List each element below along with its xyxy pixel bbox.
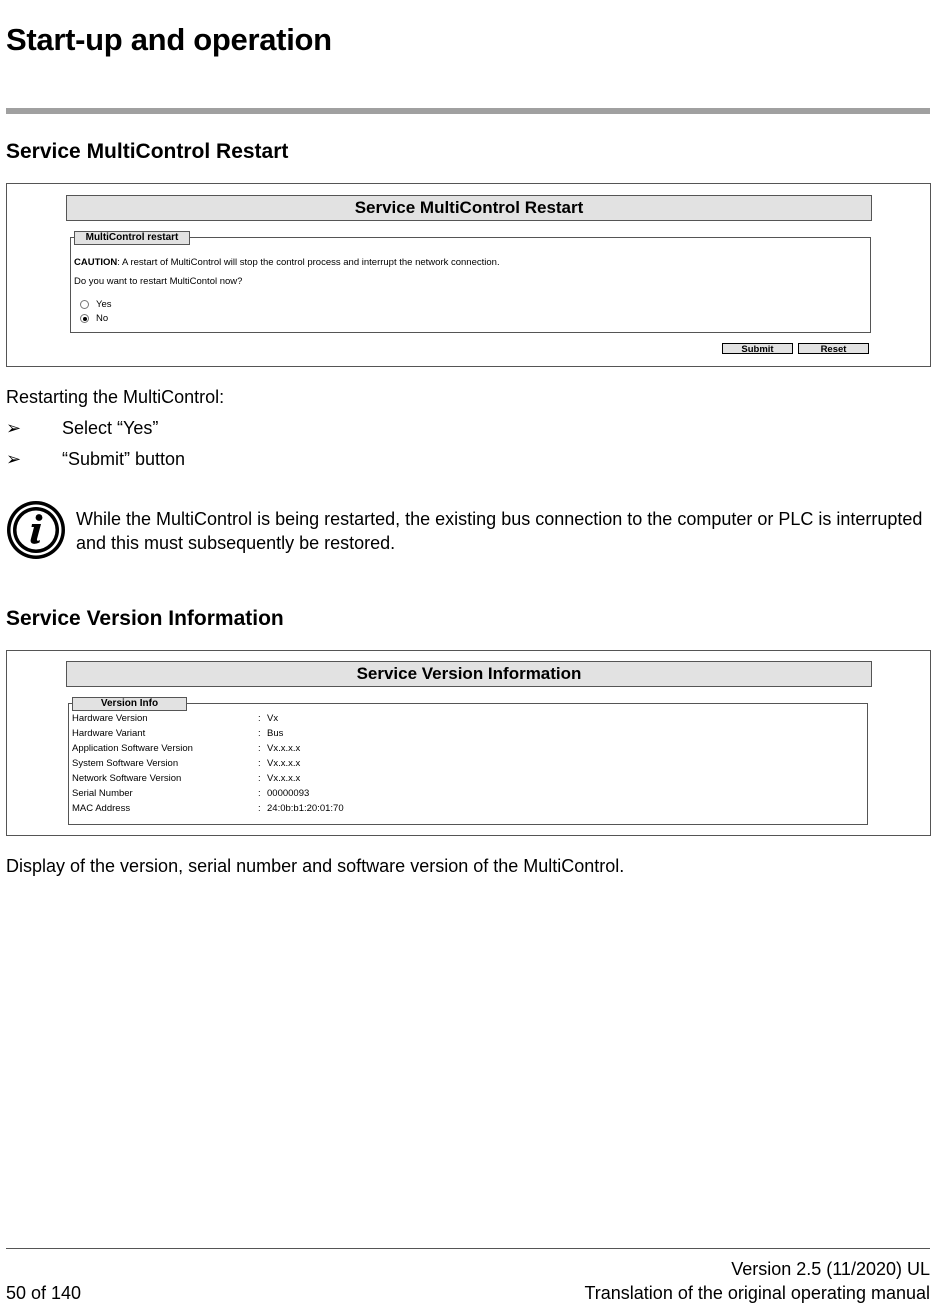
restart-question: Do you want to restart MultiContol now?: [74, 276, 243, 287]
page-title: Start-up and operation: [6, 22, 332, 57]
version-row: [72, 786, 852, 801]
version-row-value: 00000093: [267, 788, 310, 799]
version-section-heading: Service Version Information: [6, 607, 284, 630]
footer-translation-note: Translation of the original operating manual: [584, 1283, 930, 1303]
version-row: [72, 771, 852, 786]
version-row: [72, 726, 852, 741]
caution-label: CAUTION: [74, 257, 118, 268]
version-row-separator: :: [258, 743, 261, 754]
instructions-intro: Restarting the MultiControl:: [6, 387, 225, 407]
radio-yes-label: Yes: [96, 299, 112, 310]
version-row-value: Vx: [267, 713, 279, 724]
version-row: [72, 711, 852, 726]
radio-no[interactable]: [80, 313, 108, 324]
version-row-separator: :: [258, 713, 261, 724]
restart-screenshot-frame: [6, 183, 931, 367]
version-fieldset: [68, 698, 868, 825]
version-row: [72, 741, 852, 756]
caution-message: [74, 257, 500, 268]
radio-yes-circle[interactable]: [80, 300, 89, 309]
version-row-separator: :: [258, 773, 261, 784]
bullet-arrow-icon: ➢: [6, 418, 22, 438]
version-row: [72, 756, 852, 771]
instruction-step: Select “Yes”: [62, 418, 159, 438]
version-row-separator: :: [258, 758, 261, 769]
version-description: Display of the version, serial number and software version of the MultiControl.: [6, 856, 625, 876]
info-icon: [6, 500, 66, 560]
submit-button[interactable]: Submit: [722, 343, 793, 354]
version-row-separator: :: [258, 728, 261, 739]
note-text: While the MultiControl is being restarted, the existing bus connection to the computer or PLC is interrupted and this must subsequently be restored.: [76, 509, 923, 553]
version-row-key: Network Software Version: [72, 773, 182, 784]
version-row-key: Serial Number: [72, 788, 133, 799]
version-row-value: Vx.x.x.x: [267, 743, 301, 754]
footer-divider: [6, 1248, 930, 1249]
version-row-key: Application Software Version: [72, 743, 193, 754]
version-row-value: Bus: [267, 728, 284, 739]
version-row-key: Hardware Version: [72, 713, 148, 724]
bullet-arrow-icon: ➢: [6, 449, 22, 469]
version-panel-header: Service Version Information: [66, 661, 872, 687]
restart-fieldset-legend: MultiControl restart: [74, 231, 190, 245]
title-divider: [6, 108, 930, 114]
restart-section-heading: Service MultiControl Restart: [6, 140, 289, 163]
instruction-step: “Submit” button: [62, 449, 186, 469]
reset-button[interactable]: Reset: [798, 343, 869, 354]
version-row-separator: :: [258, 803, 261, 814]
version-row-value: Vx.x.x.x: [267, 773, 301, 784]
restart-panel-header: Service MultiControl Restart: [66, 195, 872, 221]
radio-no-circle[interactable]: [80, 314, 89, 323]
footer-version: Version 2.5 (11/2020) UL: [731, 1259, 930, 1279]
version-row-key: System Software Version: [72, 758, 179, 769]
version-screenshot-frame: [6, 650, 931, 836]
version-row-value: Vx.x.x.x: [267, 758, 301, 769]
radio-yes[interactable]: [80, 299, 112, 310]
caution-text: : A restart of MultiControl will stop the control process and interrupt the network connection.: [117, 257, 500, 268]
version-fieldset-legend: Version Info: [72, 697, 187, 711]
restart-fieldset: [70, 232, 871, 333]
version-row-separator: :: [258, 788, 261, 799]
radio-no-label: No: [96, 313, 109, 324]
version-row-key: MAC Address: [72, 803, 131, 814]
version-row: [72, 801, 852, 816]
version-row-key: Hardware Variant: [72, 728, 146, 739]
footer-page-number: 50 of 140: [6, 1283, 82, 1303]
version-row-value: 24:0b:b1:20:01:70: [267, 803, 344, 814]
